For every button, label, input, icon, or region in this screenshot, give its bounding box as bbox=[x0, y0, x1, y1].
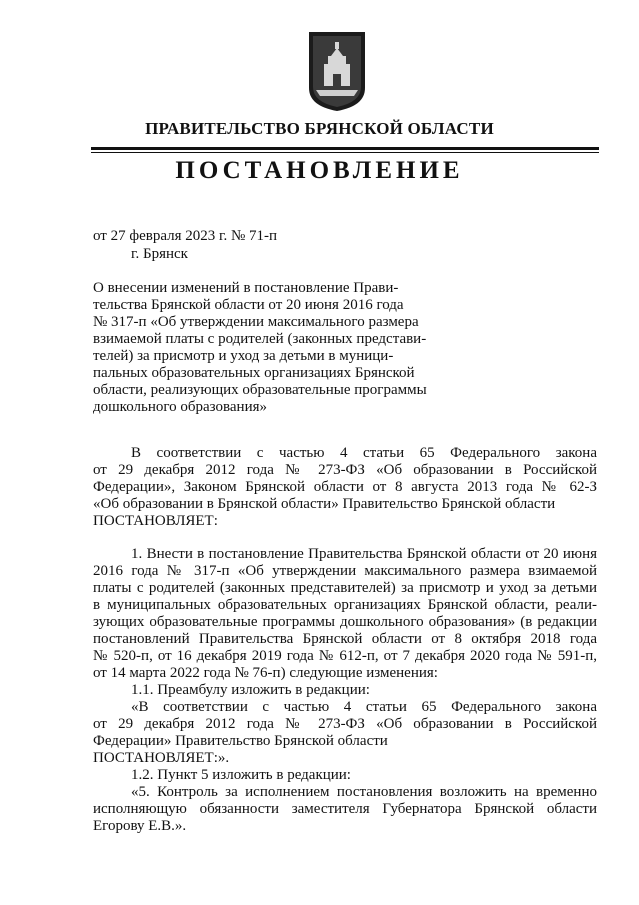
subject-line: взимаемой платы с родителей (законных представи- bbox=[93, 331, 427, 347]
item-1-line: № 520-п, от 16 декабря 2019 года № 612-п, от 7 декабря 2020 года № 591-п, bbox=[93, 648, 597, 664]
quote-2-line: исполняющую обязанности заместителя Губернатора Брянской области bbox=[93, 801, 597, 817]
subject-line: телей) за присмотр и уход за детьми в муници- bbox=[93, 348, 394, 364]
subject-line: тельства Брянской области от 20 июня 2016 года bbox=[93, 297, 404, 313]
header-rule-thin bbox=[91, 152, 599, 153]
header-rule-thick bbox=[91, 147, 599, 150]
quote-1-line: «В соответствии с частью 4 статьи 65 Федерального закона bbox=[131, 699, 597, 715]
date-number-line: от 27 февраля 2023 г. № 71-п bbox=[93, 228, 278, 244]
item-1-line: 2016 года № 317-п «Об утверждении максимального размера взимаемой bbox=[93, 563, 597, 579]
preamble-line: В соответствии с частью 4 статьи 65 Федерального закона bbox=[131, 445, 597, 461]
item-1-line: зующих образовательные программы дошкольного образования» (в редакции bbox=[93, 614, 597, 630]
preamble-line: от 29 декабря 2012 года № 273-ФЗ «Об образовании в Российской bbox=[93, 462, 597, 478]
preamble-line: Федерации», Законом Брянской области от 8 августа 2013 года № 62-З bbox=[93, 479, 597, 495]
item-1-line: в муниципальных образовательных организациях Брянской области, реали- bbox=[93, 597, 597, 613]
quote-2-line: «5. Контроль за исполнением постановления возложить на временно bbox=[131, 784, 597, 800]
item-1-1-heading: 1.1. Преамбулу изложить в редакции: bbox=[131, 682, 370, 698]
subject-line: области, реализующих образовательные программы bbox=[93, 382, 427, 398]
item-1-line: постановлений Правительства Брянской области от 8 октября 2018 года bbox=[93, 631, 597, 647]
quote-2-line: Егорову Е.В.». bbox=[93, 818, 187, 834]
coat-of-arms-icon bbox=[306, 30, 368, 112]
city-line: г. Брянск bbox=[131, 246, 188, 262]
quote-1-line: ПОСТАНОВЛЯЕТ:». bbox=[93, 750, 230, 766]
government-title: ПРАВИТЕЛЬСТВО БРЯНСКОЙ ОБЛАСТИ bbox=[145, 119, 494, 138]
item-1-line: 1. Внести в постановление Правительства Брянской области от 20 июня bbox=[131, 546, 597, 562]
subject-line: № 317-п «Об утверждении максимального размера bbox=[93, 314, 419, 330]
quote-1-line: от 29 декабря 2012 года № 273-ФЗ «Об образовании в Российской bbox=[93, 716, 597, 732]
item-1-line: платы с родителей (законных представителей) за присмотр и уход за детьми bbox=[93, 580, 597, 596]
document-type-title: ПОСТАНОВЛЕНИЕ bbox=[175, 157, 464, 184]
subject-line: дошкольного образования» bbox=[93, 399, 268, 415]
subject-line: пальных образовательных организациях Брянской bbox=[93, 365, 415, 381]
subject-line: О внесении изменений в постановление Прави- bbox=[93, 280, 399, 296]
quote-1-line: Федерации» Правительство Брянской области bbox=[93, 733, 388, 749]
decree-word: ПОСТАНОВЛЯЕТ: bbox=[93, 513, 218, 529]
preamble-line: «Об образовании в Брянской области» Правительство Брянской области bbox=[93, 496, 556, 512]
item-1-line: от 14 марта 2022 года № 76-п) следующие изменения: bbox=[93, 665, 438, 681]
item-1-2-heading: 1.2. Пункт 5 изложить в редакции: bbox=[131, 767, 351, 783]
